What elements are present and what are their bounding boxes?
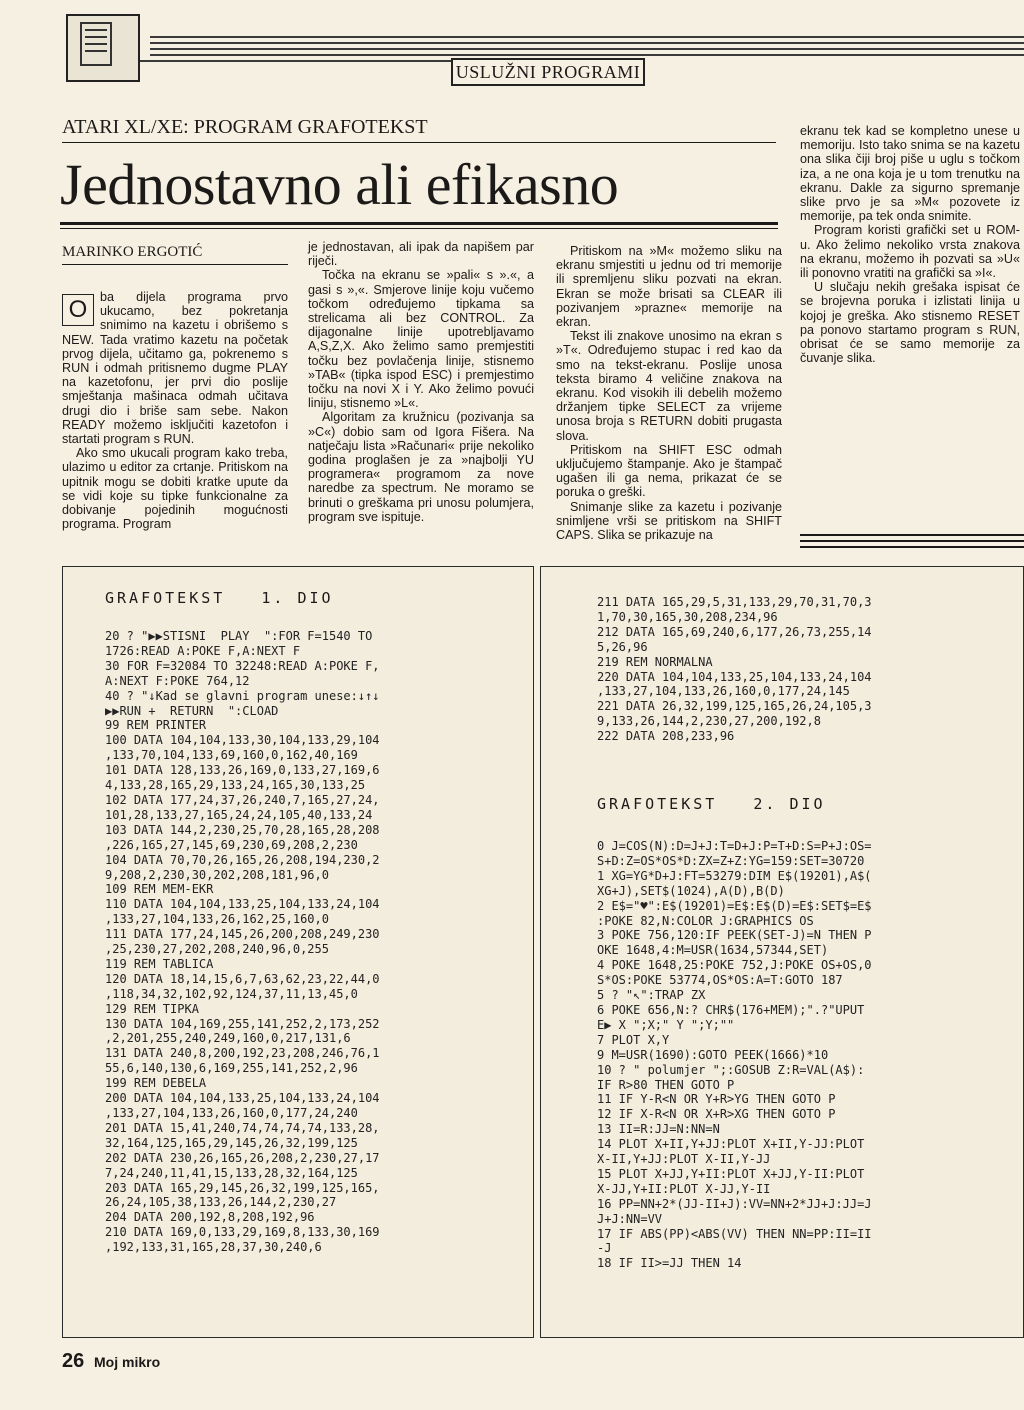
kicker-rule bbox=[62, 142, 776, 143]
header-rule-1 bbox=[150, 36, 1024, 38]
listing-code: 20 ? "▶▶STISNI PLAY ":FOR F=1540 TO 1726:READ A:POKE F,A:NEXT F 30 FOR F=32084 TO 32248:READ A:POKE F, A:NEXT F:POKE 764,12 40 ? "↓Kad se glavni program unese:↓↑↓ ▶▶RUN + RETURN ":CLOAD 99 REM PRINTER 100 DATA 104,104,133,30,104,133,29,104 ,133,70,104,133,69,160,0,162,40,169 101 DATA 128,133,26,169,0,133,27,169,6 4,133,28,165,29,133,24,165,30,133,25 102 DATA 177,24,37,26,240,7,165,27,24, 101,28,133,27,165,24,24,105,40,133,24 103 DATA 144,2,230,25,70,28,165,28,208 ,226,165,27,145,69,230,69,208,2,230 104 DATA 70,70,26,165,26,208,194,230,2 9,208,2,230,30,202,208,181,96,0 109 REM MEM-EKR 110 DATA 104,104,133,25,104,133,24,104 ,133,27,104,133,26,162,25,160,0 111 DATA 177,24,145,26,200,208,249,230 ,25,230,27,202,208,240,96,0,255 119 REM TABLICA 120 DATA 18,14,15,6,7,63,62,23,22,44,0 ,118,34,32,102,92,124,37,11,13,45,0 129 REM TIPKA 130 DATA 104,169,255,141,252,2,173,252 ,2,201,255,240,249,160,0,217,131,6 131 DATA 240,8,200,192,23,208,246,76,1 55,6,140,130,6,169,255,141,252,2,96 199 REM DEBELA 200 DATA 104,104,133,25,104,133,24,104 ,133,27,104,133,26,160,0,177,24,240 201 DATA 15,41,240,74,74,74,74,133,28, 32,164,125,165,29,145,26,32,199,125 202 DATA 230,26,165,26,208,2,230,27,17 7,24,240,11,41,15,133,28,32,164,125 203 DATA 165,29,145,26,32,199,125,165, 26,24,105,38,133,26,144,2,230,27 204 DATA 200,192,8,208,192,96 210 DATA 169,0,133,29,169,8,133,30,169 ,192,133,31,165,28,37,30,240,6 bbox=[105, 629, 380, 1255]
header-rule-4 bbox=[150, 54, 1024, 56]
article-col-1 bbox=[62, 290, 288, 531]
decor-rule bbox=[800, 546, 1024, 548]
listing-code-top: 211 DATA 165,29,5,31,133,29,70,31,70,3 1,70,30,165,30,208,234,96 212 DATA 165,69,240,6,177,26,73,255,14 5,26,96 219 REM NORMALNA 220 DATA 104,104,133,25,104,133,24,104 ,133,27,104,133,26,160,0,177,24,145 221 DATA 26,32,199,125,165,26,24,105,3 9,133,26,144,2,230,27,200,192,8 222 DATA 208,233,96 bbox=[597, 595, 872, 744]
paragraph: Tekst ili znakove unosimo na ekran s »T«. Određujemo stupac i red kao da smo na tekst-ekranu. Poslije unosa teksta biramo 4 veličine znakova na ekranu. Kod visokih ili debelih možemo držanjem tipke SELECT za vrijeme unosa broja s RETURN dobiti prugasta slova. bbox=[556, 329, 782, 443]
paragraph: Algoritam za kružnicu (pozivanja sa »C«) dobio sam od Igora Fišera. Na natječaju lista »Računari« prije nekoliko godina proglašen je za »najbolji YU programera« programom za nove naredbe za spectrum. Ne moramo se brinuti o greškama pri unosu polumjera, program sve ispituje. bbox=[308, 410, 534, 524]
listing-title: GRAFOTEKST 2. DIO bbox=[597, 795, 826, 813]
header-rule-3 bbox=[150, 48, 1024, 50]
kicker: ATARI XL/XE: PROGRAM GRAFOTEKST bbox=[62, 116, 428, 138]
header-rule-2 bbox=[150, 42, 1024, 44]
computer-logo-icon bbox=[66, 14, 140, 82]
paragraph: Ako smo ukucali program kako treba, ulazimo u editor za crtanje. Pritiskom na upitnik mogu se dobiti kratke upute da se vidi koje su tipke funkcionalne za dobivanje pojedinih mogućnosti programa. Program bbox=[62, 446, 288, 532]
article-col-4 bbox=[800, 124, 1020, 365]
drop-cap: O bbox=[62, 294, 94, 326]
paragraph: Pritiskom na SHIFT ESC odmah uključujemo štampanje. Ako je štampač ugašen ili ga nema, prikazat će se poruka o greški. bbox=[556, 442, 782, 500]
paragraph: Snimanje slike za kazetu i pozivanje snimljene vrši se pritiskom na SHIFT CAPS. Slika se prikazuje na bbox=[556, 499, 782, 543]
magazine-name: Moj mikro bbox=[94, 1354, 161, 1370]
decor-rule bbox=[800, 540, 1024, 542]
paragraph: Točka na ekranu se »pali« s ».«, a gasi s »,«. Smjerove linije koju vučemo točkom određujemo tipkama sa strelicama ali bez CONTROL. Za dijagonalne linije upotrebljavamo A,S,Z,X. Ako želimo samo premjestiti točku bez povlačenja linije, stisnemo »TAB« (tipka ispod ESC) i premjestimo točku na novi X i Y. Ako želimo povući liniju, stisnemo »L«. bbox=[308, 268, 534, 411]
page-title: Jednostavno ali efikasno bbox=[60, 152, 619, 217]
code-listing-1 bbox=[62, 566, 534, 1338]
section-tag: USLUŽNI PROGRAMI bbox=[451, 58, 645, 86]
article-col-3 bbox=[556, 244, 782, 542]
paragraph: Pritiskom na »M« možemo sliku na ekranu smjestiti u jednu od tri memorije ili spremljenu sliku pozvati na ekran. Ekran se može brisati sa CLEAR ili pozivanjem »prazne« memorije na ekran. bbox=[556, 244, 782, 330]
paragraph: ekranu tek kad se kompletno unese u memoriju. Isto tako snima se na kazetu ona slika čiji broj piše u uglu s točkom iza, a ne ona koja je u tom trenutku na ekranu. Dakle za sigurno spremanje slike prvo je sa »M« pozovete iz memorije, pa tek onda snimite. bbox=[800, 124, 1020, 224]
paragraph: ba dijela programa prvo ukucamo, bez pokretanja snimimo na kazetu i obrišemo s NEW. Tada vratimo kazetu na početak prvog dijela, učitamo ga, pokrenemo s RUN i odmah pritisnemo dugme PLAY na kazetofonu, jer prvi dio poslije smještanja mašinaca odmah učitava drugi dio i briše sam sebe. Nakon READY možemo isključiti kazetofon i startati program s RUN. bbox=[62, 290, 288, 447]
listing-code: 0 J=COS(N):D=J+J:T=D+J:P=T+D:S=P+J:OS= S+D:Z=OS*OS*D:ZX=Z+Z:YG=159:SET=30720 1 XG=YG*D+J:FT=53279:DIM E$(19201),A$( XG+J),SET$(1024),A(D),B(D) 2 E$="♥":E$(19201)=E$:E$(D)=E$:SET$=E$ :POKE 82,N:COLOR J:GRAPHICS OS 3 POKE 756,120:IF PEEK(SET-J)=N THEN P OKE 1648,4:M=USR(1634,57344,SET) 4 POKE 1648,25:POKE 752,J:POKE OS+OS,0 S*OS:POKE 53774,OS*OS:A=T:GOTO 187 5 ? "↖":TRAP ZX 6 POKE 656,N:? CHR$(176+MEM);".?"UPUT E▶ X ";X;" Y ";Y;"" 7 PLOT X,Y 9 M=USR(1690):GOTO PEEK(1666)*10 10 ? " polumjer ";:GOSUB Z:R=VAL(A$): IF R>80 THEN GOTO P 11 IF Y-R<N OR Y+R>YG THEN GOTO P 12 IF X-R<N OR X+R>XG THEN GOTO P 13 II=R:JJ=N:NN=N 14 PLOT X+II,Y+JJ:PLOT X+II,Y-JJ:PLOT X-II,Y+JJ:PLOT X-II,Y-JJ 15 PLOT X+JJ,Y+II:PLOT X+JJ,Y-II:PLOT X-JJ,Y+II:PLOT X-JJ,Y-II 16 PP=NN+2*(JJ-II+J):VV=NN+2*JJ+J:JJ=J J+J:NN=VV 17 IF ABS(PP)<ABS(VV) THEN NN=PP:II=II -J 18 IF II>=JJ THEN 14 bbox=[597, 839, 872, 1271]
headline-rule bbox=[60, 222, 778, 225]
paragraph: Program koristi grafički set u ROM-u. Ako želimo nekoliko vrsta znakova na ekranu, možemo ih pozvati sa »U« ili ponovno vratiti na grafički sa »I«. bbox=[800, 223, 1020, 281]
code-listing-2 bbox=[540, 566, 1024, 1338]
author: MARINKO ERGOTIĆ bbox=[62, 244, 203, 260]
author-rule bbox=[62, 264, 288, 265]
decor-rule bbox=[800, 534, 1024, 536]
page-number: 26 bbox=[62, 1350, 85, 1372]
article-col-2 bbox=[308, 240, 534, 524]
listing-title: GRAFOTEKST 1. DIO bbox=[105, 589, 334, 607]
paragraph: je jednostavan, ali ipak da napišem par riječi. bbox=[308, 240, 534, 269]
headline-rule-thin bbox=[60, 228, 778, 229]
paragraph: U slučaju nekih grešaka ispisat će se brojevna poruka i izlistati linija u kojoj je greška. Ako stisnemo RESET pa ponovo startamo program s RUN, obrisat će se samo memorije za čuvanje slika. bbox=[800, 280, 1020, 366]
